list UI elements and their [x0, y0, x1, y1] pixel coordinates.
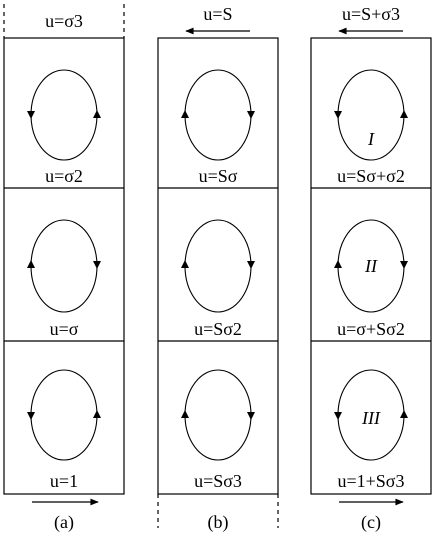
panel-a-eddy-3-arrow-right [93, 410, 101, 418]
panel-b-eddy-3 [185, 370, 251, 460]
panel-b-top-label: u=S [203, 4, 233, 24]
panel-c [311, 4, 431, 533]
panel-b-cell2-label: u=Sσ2 [194, 319, 242, 339]
panel-c-cell2-label: u=σ+Sσ2 [337, 319, 405, 339]
panel-b-eddy-2 [185, 220, 251, 312]
panel-a-cell3-label: u=1 [49, 471, 79, 491]
panel-b-caption: (b) [207, 512, 229, 532]
panel-c-eddy-3-arrow-left [334, 412, 342, 420]
panel-c-top-label: u=S+σ3 [341, 4, 401, 24]
panel-c-eddy-1-arrow-right [400, 110, 408, 118]
panel-c-cell-name-1: I [368, 129, 374, 149]
panel-b-eddy-2-arrow-left [181, 260, 189, 268]
panel-c-eddy-3-arrow-right [400, 410, 408, 418]
panel-a-caption: (a) [54, 512, 74, 532]
panel-a-eddy-3 [31, 370, 97, 460]
panel-b-eddy-1 [185, 70, 251, 160]
panel-b-cell1-label: u=Sσ [198, 166, 238, 186]
panel-a-eddy-2-arrow-left [27, 260, 35, 268]
panel-b [158, 4, 278, 533]
panel-a-cell2-label: u=σ [49, 319, 79, 339]
panel-c-cell1-label: u=Sσ+σ2 [337, 166, 405, 186]
panel-b-frame [158, 38, 278, 494]
panel-a-eddy-2-arrow-right [93, 261, 101, 269]
panel-b-eddy-1-arrow-right [247, 111, 255, 119]
panel-a-eddy-1 [31, 70, 97, 160]
panel-c-cell3-label: u=1+Sσ3 [337, 471, 405, 491]
panel-b-cell3-label: u=Sσ3 [194, 471, 242, 491]
panel-a-top-label: u=σ3 [45, 11, 83, 31]
panel-b-eddy-2-arrow-right [247, 261, 255, 269]
panel-a-cell1-label: u=σ2 [45, 166, 83, 186]
panel-c-eddy-2-arrow-left [334, 260, 342, 268]
panel-c-caption: (c) [361, 512, 381, 532]
panel-a [4, 4, 124, 533]
panel-a-eddy-3-arrow-left [27, 412, 35, 420]
panel-a-eddy-2 [31, 220, 97, 312]
panel-b-eddy-1-arrow-left [181, 110, 189, 118]
panel-a-eddy-1-arrow-left [27, 111, 35, 119]
panel-c-cell-name-3: III [362, 408, 380, 428]
panel-a-frame [4, 38, 124, 494]
panel-c-cell-name-2: II [365, 256, 377, 276]
panel-c-eddy-1-arrow-left [334, 111, 342, 119]
panel-a-eddy-1-arrow-right [93, 110, 101, 118]
panel-b-eddy-3-arrow-left [181, 410, 189, 418]
panel-c-eddy-2-arrow-right [400, 261, 408, 269]
panel-b-eddy-3-arrow-right [247, 412, 255, 420]
